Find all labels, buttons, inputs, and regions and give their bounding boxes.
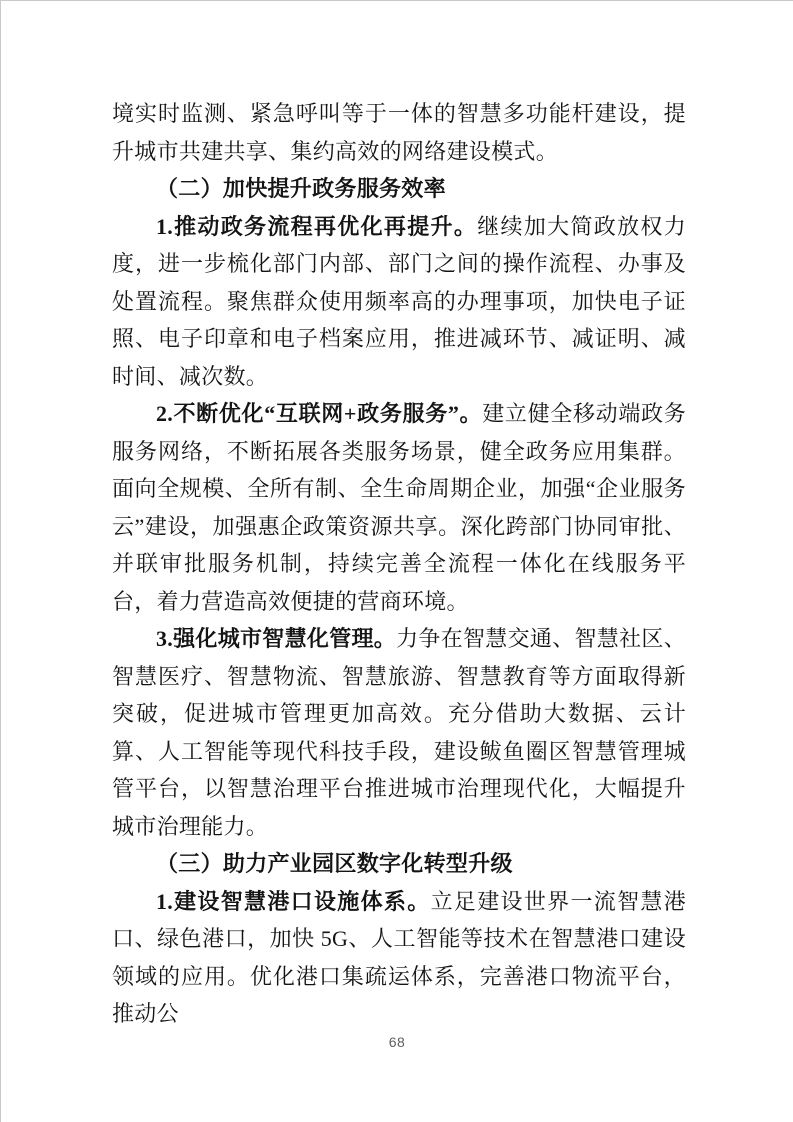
paragraph-text: 立足建设世界一流智慧港口、绿色港口，加快 5G、人工智能等技术在智慧港口建设领域的应用。优化港口集疏运体系，完善港口物流平台，推动公 — [112, 888, 686, 1026]
document-body — [112, 95, 686, 1033]
paragraph-lead: 2.不断优化“互联网+政务服务”。 — [156, 401, 483, 426]
paragraph-lead: 1.建设智慧港口设施体系。 — [156, 888, 431, 914]
section-heading: （三）助力产业园区数字化转型升级 — [156, 851, 513, 876]
body-paragraph — [112, 883, 686, 1033]
paragraph-text: 继续加大简政放权力度，进一步梳化部门内部、部门之间的操作流程、办事及处置流程。聚焦群众使用频率高的办理事项，加快电子证照、电子印章和电子档案应用，推进减环节、减证明、减时间、减次数。 — [112, 213, 686, 389]
paragraph-lead: 1.推动政务流程再优化再提升。 — [156, 213, 478, 239]
page-number: 68 — [388, 1034, 406, 1050]
body-paragraph — [112, 208, 686, 396]
paragraph-lead: 3.强化城市智慧化管理。 — [156, 626, 397, 651]
body-paragraph — [112, 395, 686, 620]
section-heading: （二）加快提升政务服务效率 — [156, 176, 446, 201]
paragraph-text: 力争在智慧交通、智慧社区、智慧医疗、智慧物流、智慧旅游、智慧教育等方面取得新突破，促进城市管理更加高效。充分借助大数据、云计算、人工智能等现代科技手段，建设鲅鱼圈区智慧管理城管平台，以智慧治理平台推进城市治理现代化，大幅提升城市治理能力。 — [112, 626, 687, 839]
body-paragraph — [112, 620, 686, 845]
paragraph-text: 建立健全移动端政务服务网络，不断拓展各类服务场景，健全政务应用集群。面向全规模、全所有制、全生命周期企业，加强“企业服务云”建设，加强惠企政策资源共享。深化跨部门协同审批、并联审批服务机制，持续完善全流程一体化在线服务平台，着力营造高效便捷的营商环境。 — [112, 401, 687, 614]
continuation-paragraph: 境实时监测、紧急呼叫等于一体的智慧多功能杆建设，提升城市共建共享、集约高效的网络建设模式。 — [112, 101, 686, 164]
